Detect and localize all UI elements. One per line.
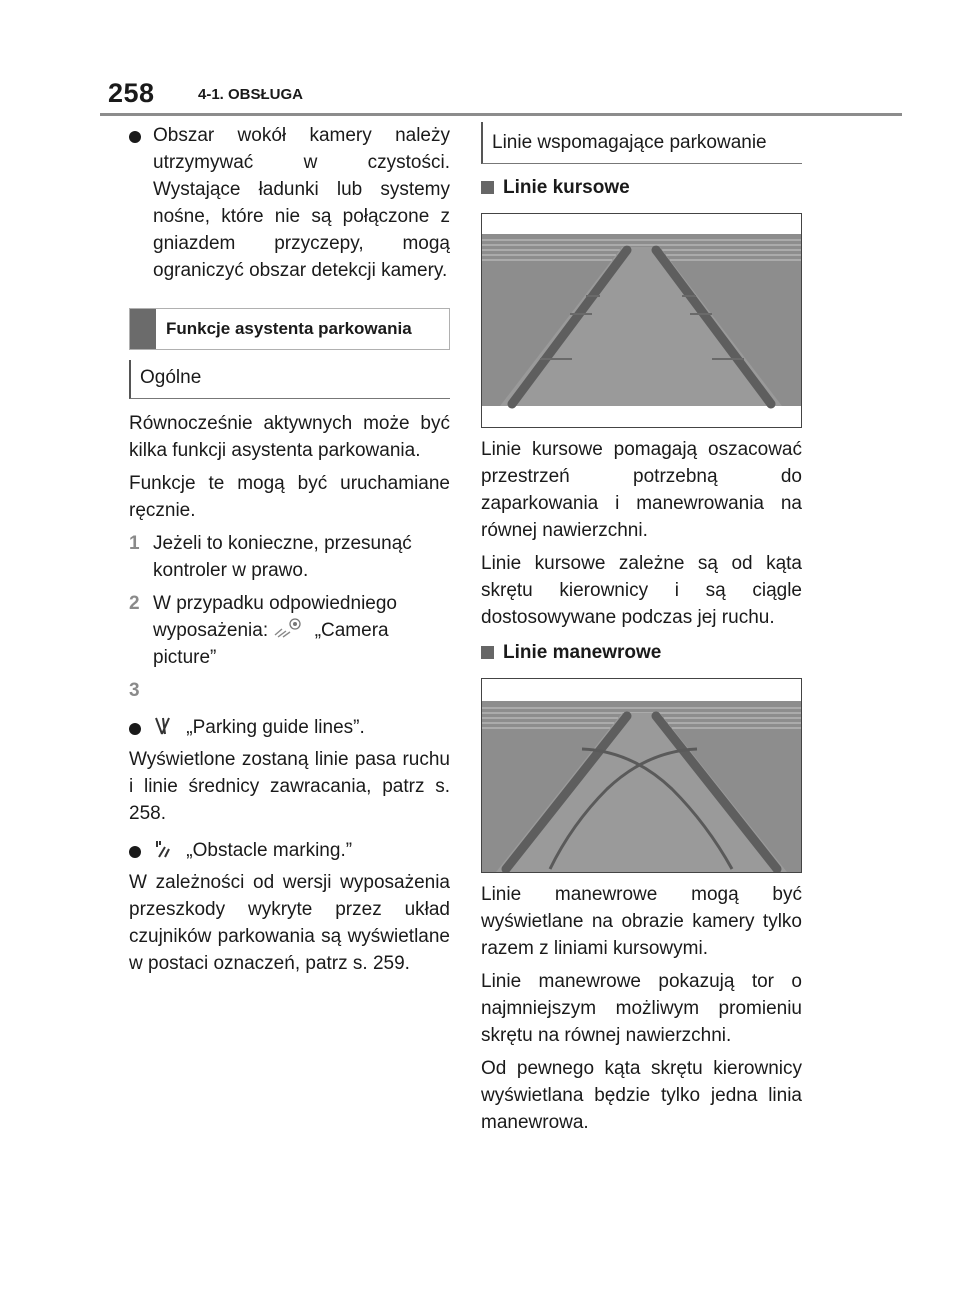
functions-heading: Funkcje asystenta parkowania — [166, 319, 412, 338]
step-1 — [129, 530, 450, 584]
square-bullet — [481, 181, 494, 194]
general-para-1: Równocześnie aktywnych może być kilka funkcji asystenta parkowania. — [129, 413, 450, 461]
course-lines-figure — [481, 213, 802, 428]
parking-lines-icon — [153, 716, 175, 736]
page-number: 258 — [108, 78, 155, 108]
option-2-label: „Obstacle marking.” — [186, 840, 353, 861]
option-obstacle-marking — [129, 837, 450, 864]
option-1-label: „Parking guide lines”. — [186, 717, 365, 738]
course-para-2: Linie kursowe zależne są od kąta skrętu kierownicy i są ciągle dostosowywane podczas jej ruchu. — [481, 553, 802, 628]
course-lines-heading: Linie kursowe — [481, 174, 802, 201]
step-number: 3 — [129, 680, 140, 701]
step-3 — [129, 677, 450, 704]
step-number: 2 — [129, 593, 140, 614]
maneuver-para-2: Linie manewrowe pokazują tor o najmniejszym możliwym promieniu skrętu na równej nawierzchni. — [481, 971, 802, 1046]
option-2-desc: W zależności od wersji wyposażenia przeszkody wykryte przez układ czujników parkowania są wyświetlane w postaci oznaczeń, patrz s. 259. — [129, 872, 450, 974]
maneuver-lines-illustration — [482, 679, 801, 872]
header-divider — [100, 113, 902, 116]
functions-heading-box — [129, 308, 450, 350]
general-para-2: Funkcje te mogą być uruchamiane ręcznie. — [129, 473, 450, 521]
section-title: 4-1. OBSŁUGA — [198, 86, 304, 103]
step-text: Jeżeli to konieczne, przesunąć kontroler w prawo. — [153, 533, 412, 581]
intro-bullet — [129, 122, 450, 284]
guide-lines-heading: Linie wspomagające parkowanie — [481, 122, 802, 164]
step-number: 1 — [129, 533, 140, 554]
maneuver-lines-heading: Linie manewrowe — [481, 639, 802, 666]
option-parking-guide-lines — [129, 714, 450, 741]
step-text: W przypadku odpowiedniego wyposażenia: „Camera picture” — [153, 593, 397, 668]
square-bullet — [481, 646, 494, 659]
intro-text: Obszar wokół kamery należy utrzymywać w czystości. Wystające ładunki lub systemy nośne, które nie są połączone z gniazdem przyczepy, mogą ograniczyć obszar detekcji kamery. — [153, 125, 450, 281]
maneuver-para-3: Od pewnego kąta skrętu kierownicy wyświetlana będzie tylko jedna linia manewrowa. — [481, 1058, 802, 1133]
course-para-1: Linie kursowe pomagają oszacować przestrzeń potrzebną do zaparkowania i manewrowania na równej nawierzchni. — [481, 439, 802, 541]
right-column — [481, 122, 802, 1136]
obstacle-marking-icon — [153, 839, 175, 859]
left-column — [129, 122, 450, 977]
maneuver-lines-figure — [481, 678, 802, 873]
maneuver-para-1: Linie manewrowe mogą być wyświetlane na obrazie kamery tylko razem z liniami kursowymi. — [481, 884, 802, 959]
course-lines-illustration — [482, 214, 801, 427]
heading-bar — [130, 309, 156, 349]
camera-icon — [273, 617, 303, 639]
option-1-desc: Wyświetlone zostaną linie pasa ruchu i linie średnicy zawracania, patrz s. 258. — [129, 749, 450, 824]
step-2 — [129, 590, 450, 671]
general-heading: Ogólne — [129, 360, 450, 399]
bullet-dot — [129, 131, 141, 143]
